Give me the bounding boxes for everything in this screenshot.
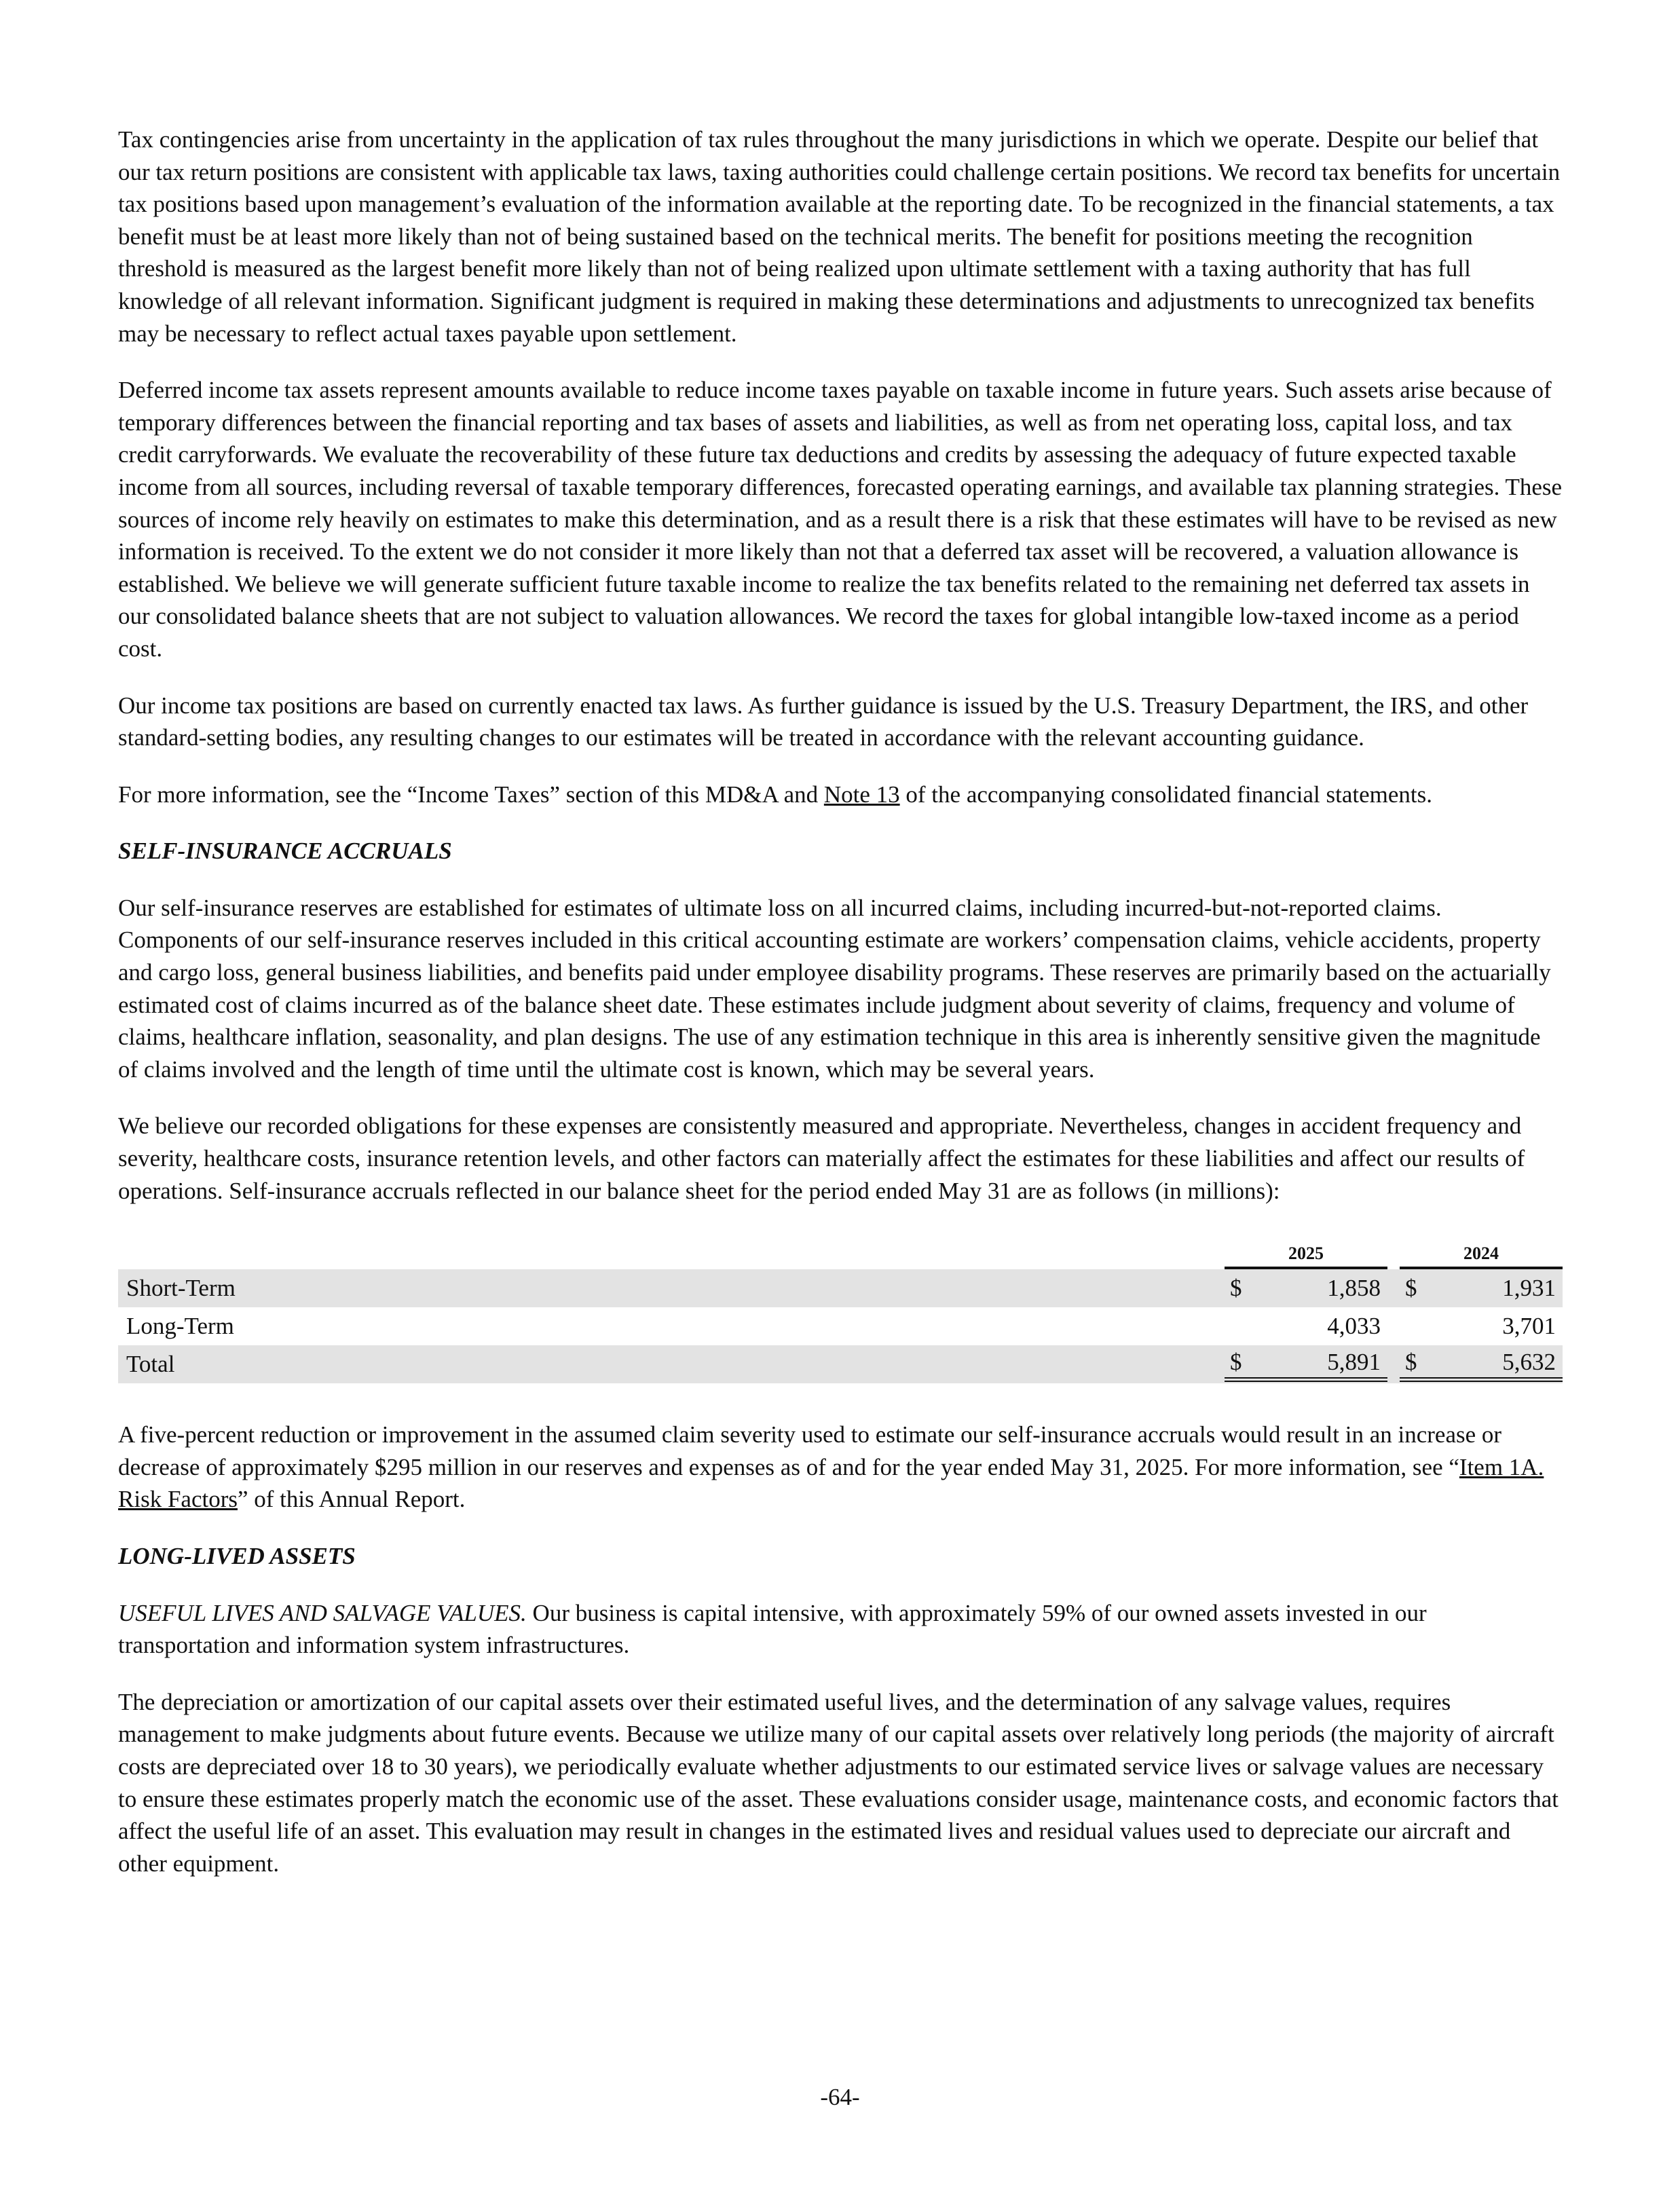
- value: 3,701: [1502, 1313, 1556, 1340]
- text-segment: For more information, see the “Income Taxes” section of this MD&A and: [118, 781, 824, 808]
- paragraph-useful-lives: [118, 1597, 1563, 1662]
- risk-factors-link[interactable]: Item 1A. Risk Factors: [118, 1453, 1544, 1513]
- value-cell: [1225, 1269, 1387, 1307]
- value-cell: [1225, 1347, 1387, 1382]
- text-segment: ” of this Annual Report.: [237, 1486, 466, 1513]
- page-number: -64-: [820, 2084, 860, 2110]
- self-insurance-table: [118, 1242, 1563, 1383]
- value-cell: [1400, 1347, 1563, 1382]
- value-cell: [1225, 1307, 1387, 1345]
- currency-symbol: $: [1405, 1275, 1417, 1302]
- heading-self-insurance-accruals: SELF-INSURANCE ACCRUALS: [118, 838, 452, 865]
- text-segment: of the accompanying consolidated financial statements.: [899, 781, 1432, 808]
- value: 5,891: [1327, 1348, 1381, 1375]
- paragraph-more-information: [118, 779, 1563, 811]
- row-label: Short-Term: [126, 1275, 236, 1302]
- currency-symbol: $: [1230, 1275, 1242, 1302]
- value: 1,858: [1327, 1275, 1381, 1302]
- table-row: [118, 1307, 1563, 1345]
- paragraph-income-tax-positions: Our income tax positions are based on currently enacted tax laws. As further guidance is issued by the U.S. Treasury Department, the IRS, and other standard-setting bodies, any resulting changes to our estimates will be treated in accordance with the relevant accounting guidance.: [118, 692, 1529, 751]
- value-cell: [1400, 1269, 1563, 1307]
- table-row: [118, 1269, 1563, 1307]
- text-segment: A five-percent reduction or improvement in the assumed claim severity used to estimate our self-insurance accruals would result in an increase or decrease of approximately $295 million in our reserves and expenses as of and for the year ended May 31, 2025. For more information, see “: [118, 1421, 1502, 1480]
- year-header-2024: 2024: [1400, 1243, 1563, 1269]
- value: 4,033: [1327, 1313, 1381, 1340]
- paragraph-recorded-obligations: We believe our recorded obligations for these expenses are consistently measured and appropriate. Nevertheless, changes in accident frequency and severity, healthcare costs, insurance retention levels, and other factors can materially affect the estimates for these liabilities and affect our results of operations. Self-insurance accruals reflected in our balance sheet for the period ended May 31 are as follows (in millions):: [118, 1112, 1525, 1204]
- paragraph-self-insurance-reserves: Our self-insurance reserves are established for estimates of ultimate loss on all incurred claims, including incurred-but-not-reported claims. Components of our self-insurance reserves included in this critical accounting estimate are workers’ compensation claims, vehicle accidents, property and cargo loss, general business liabilities, and benefits paid under employee disability programs. These reserves are primarily based on the actuarially estimated cost of claims incurred as of the balance sheet date. These estimates include judgment about severity of claims, frequency and volume of claims, healthcare inflation, seasonality, and plan designs. The use of any estimation technique in this area is inherently sensitive given the magnitude of claims involved and the length of time until the ultimate cost is known, which may be several years.: [118, 894, 1551, 1083]
- table-header: [118, 1242, 1563, 1269]
- paragraph-deferred-tax-assets: Deferred income tax assets represent amounts available to reduce income taxes payable on taxable income in future years. Such assets arise because of temporary differences between the financial reporting and tax bases of assets and liabilities, as well as from net operating loss, capital loss, and tax credit carryforwards. We evaluate the recoverability of these future tax deductions and credits by assessing the adequacy of future expected taxable income from all sources, including reversal of taxable temporary differences, forecasted operating earnings, and available tax planning strategies. These sources of income rely heavily on estimates to make this determination, and as a result there is a risk that these estimates will have to be revised as new information is received. To the extent we do not consider it more likely than not that a deferred tax asset will be recovered, a valuation allowance is established. We believe we will generate sufficient future taxable income to realize the tax benefits related to the remaining net deferred tax assets in our consolidated balance sheets that are not subject to valuation allowances. We record the taxes for global intangible low-taxed income as a period cost.: [118, 377, 1563, 662]
- value: 5,632: [1502, 1348, 1556, 1375]
- text-segment: Our business is capital intensive, with approximately 59% of our owned assets invested in our transportation and information system infrastructures.: [118, 1599, 1427, 1659]
- paragraph-depreciation: The depreciation or amortization of our capital assets over their estimated useful lives, and the determination of any salvage values, requires management to make judgments about future events. Because we utilize many of our capital assets over relatively long periods (the majority of aircraft costs are depreciated over 18 to 30 years), we periodically evaluate whether adjustments to our estimated service lives or salvage values are necessary to ensure these estimates properly match the economic use of the asset. These evaluations consider usage, maintenance costs, and economic factors that affect the useful life of an asset. This evaluation may result in changes in the estimated lives and residual values used to depreciate our aircraft and other equipment.: [118, 1688, 1558, 1877]
- note-13-link[interactable]: Note 13: [823, 781, 900, 808]
- row-label: Long-Term: [126, 1313, 234, 1340]
- year-header-2025: 2025: [1225, 1243, 1387, 1269]
- heading-long-lived-assets: LONG-LIVED ASSETS: [118, 1543, 356, 1569]
- currency-symbol: $: [1230, 1348, 1242, 1375]
- value-cell: [1400, 1307, 1563, 1345]
- value: 1,931: [1502, 1275, 1556, 1302]
- paragraph-five-percent-reduction: [118, 1419, 1563, 1516]
- table-row-total: [118, 1345, 1563, 1383]
- paragraph-tax-contingencies: Tax contingencies arise from uncertainty in the application of tax rules throughout the many jurisdictions in which we operate. Despite our belief that our tax return positions are consistent with applicable tax laws, taxing authorities could challenge certain positions. We record tax benefits for uncertain tax positions based upon management’s evaluation of the information available at the reporting date. To be recognized in the financial statements, a tax benefit must be at least more likely than not of being sustained based on the technical merits. The benefit for positions meeting the recognition threshold is measured as the largest benefit more likely than not of being realized upon ultimate settlement with a taxing authority that has full knowledge of all relevant information. Significant judgment is required in making these determinations and adjustments to unrecognized tax benefits may be necessary to reflect actual taxes payable upon settlement.: [118, 126, 1561, 347]
- useful-lives-lead-in: USEFUL LIVES AND SALVAGE VALUES.: [118, 1599, 527, 1626]
- currency-symbol: $: [1405, 1348, 1417, 1375]
- document-page: [118, 124, 1563, 1879]
- row-label: Total: [126, 1351, 175, 1378]
